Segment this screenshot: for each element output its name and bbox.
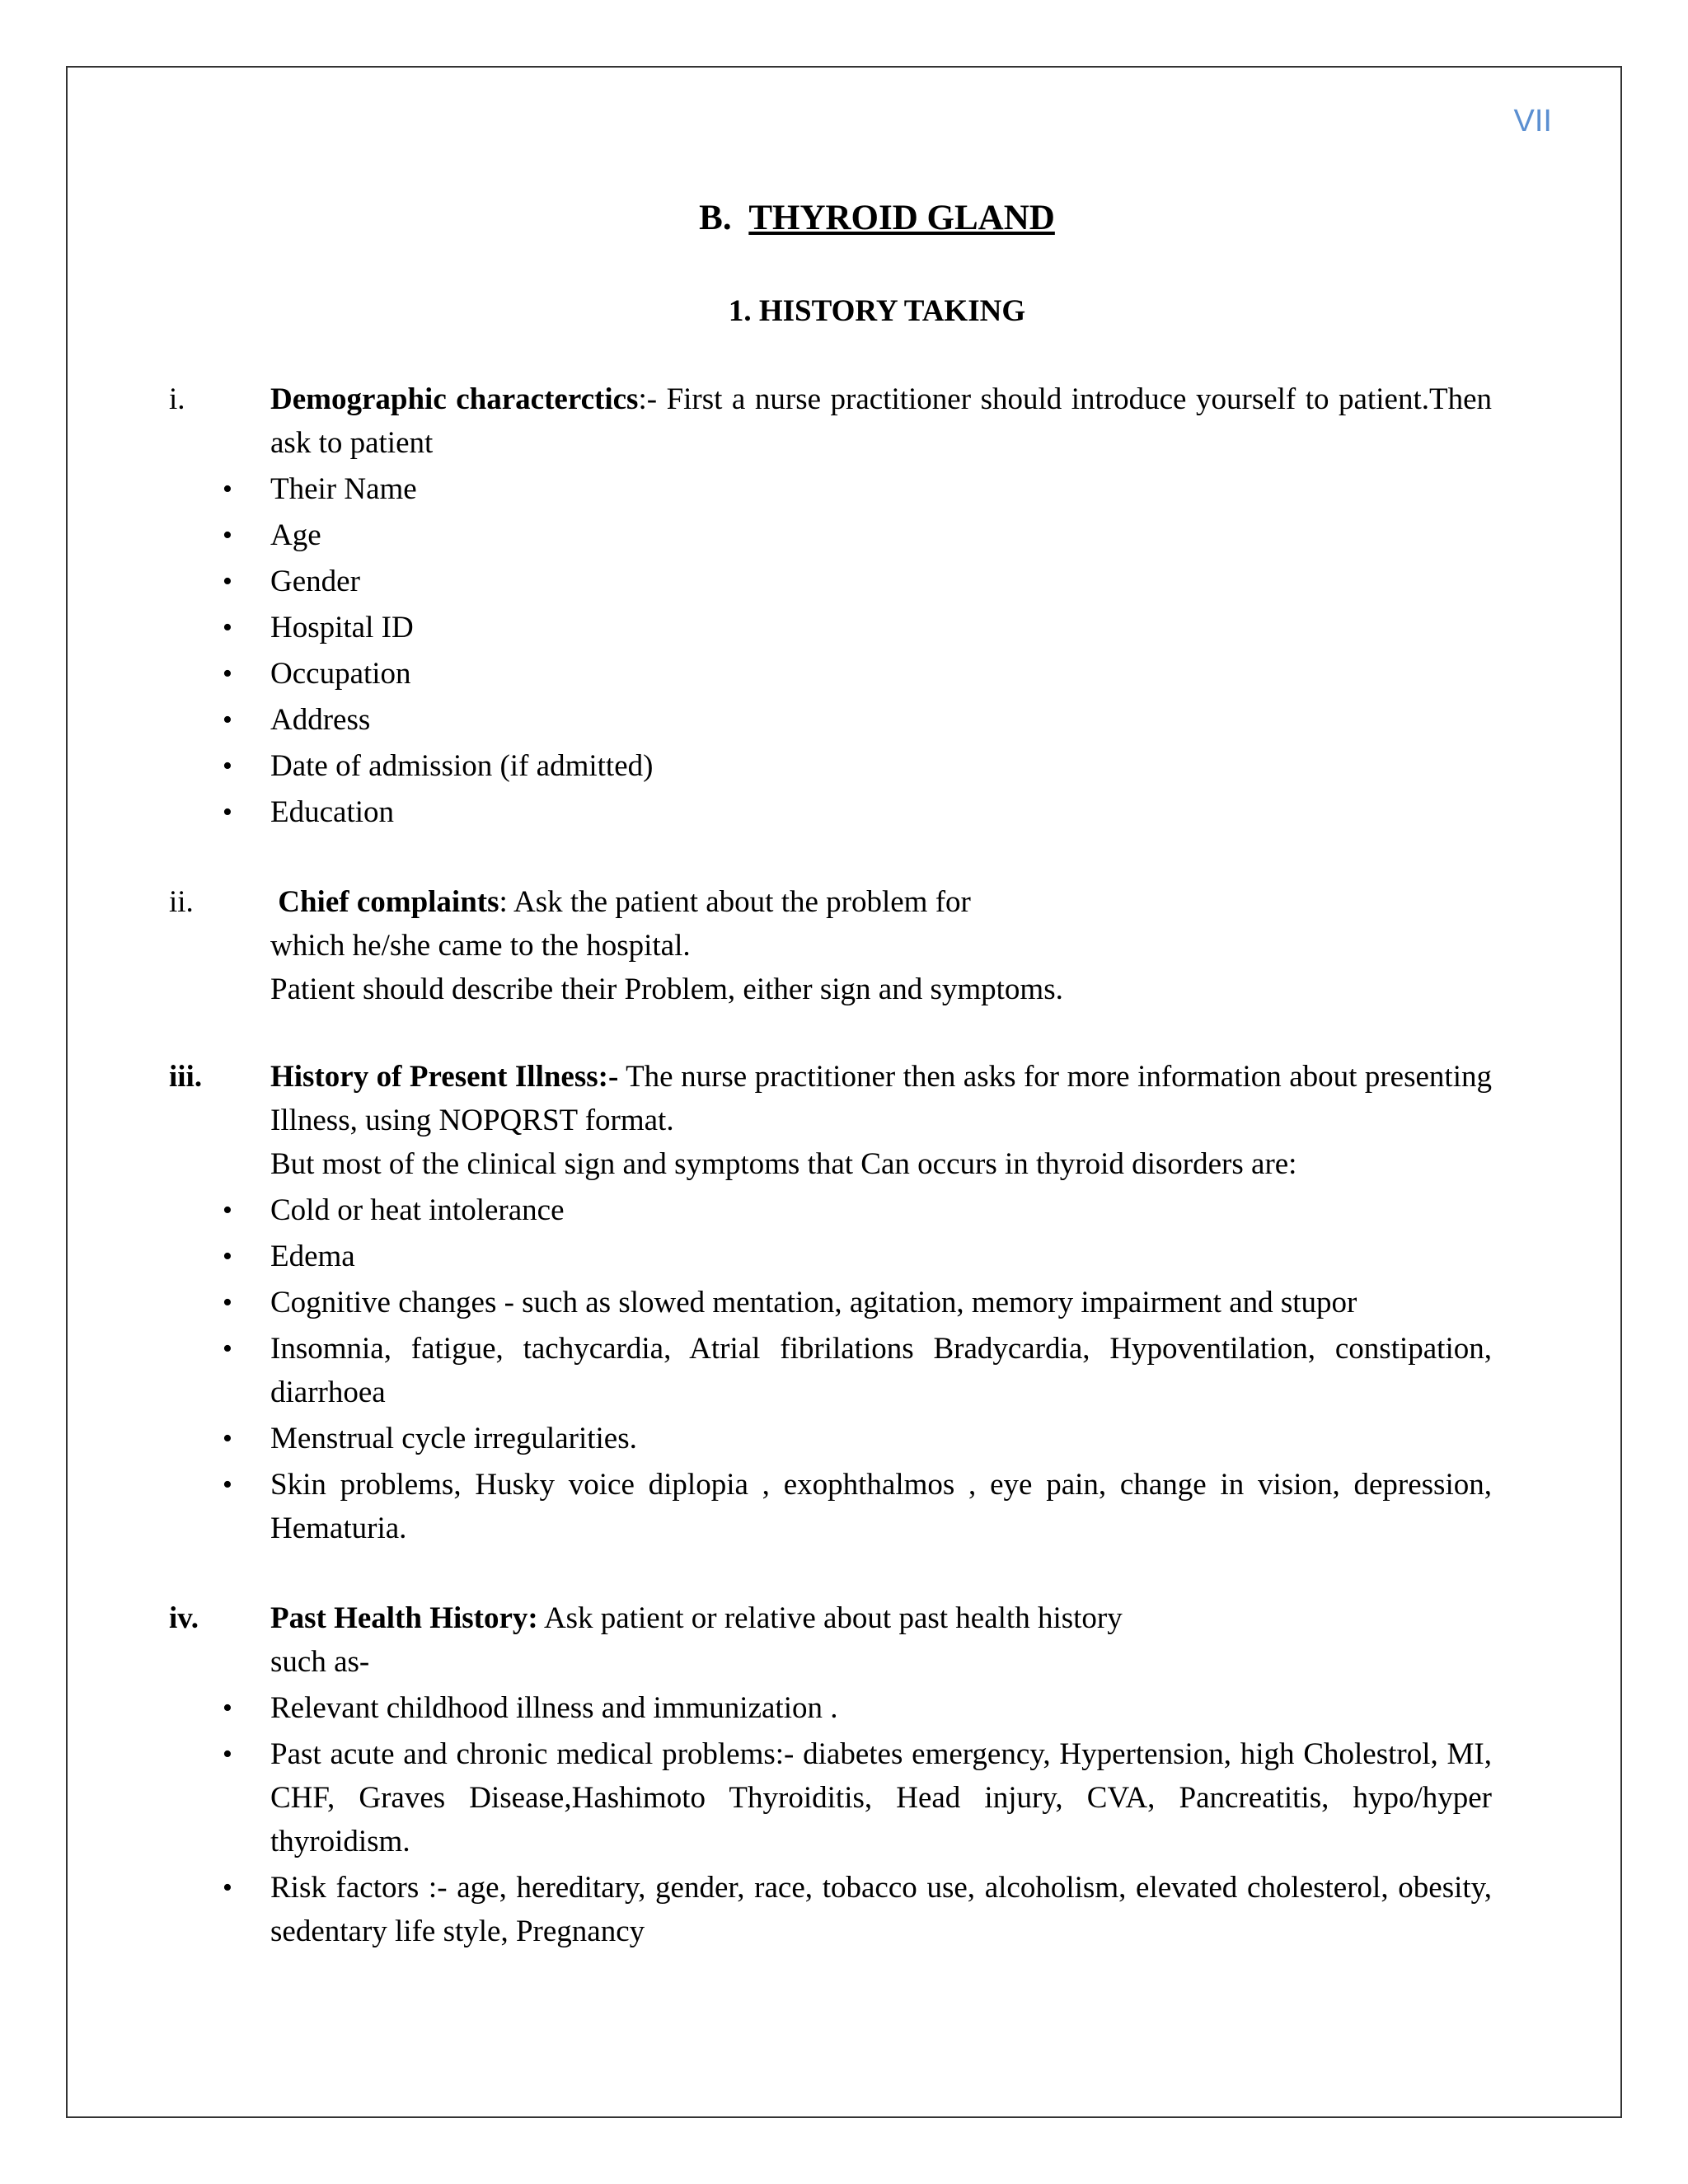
section-past-history bbox=[169, 1596, 1492, 1953]
list-item bbox=[223, 1188, 1492, 1232]
list-item-text: Age bbox=[270, 518, 321, 552]
page-title bbox=[0, 198, 1688, 238]
bullet-icon: • bbox=[223, 520, 232, 551]
list-item-text: Hospital ID bbox=[270, 611, 414, 644]
section-intro bbox=[270, 377, 1492, 465]
bullet-icon: • bbox=[223, 1423, 232, 1454]
list-item bbox=[223, 1732, 1492, 1863]
list-item-text: Address bbox=[270, 703, 371, 737]
bullet-icon: • bbox=[223, 1693, 232, 1723]
bullet-icon: • bbox=[223, 1739, 232, 1769]
section-chief-complaints bbox=[169, 880, 1492, 1011]
list-item-text: Gender bbox=[270, 565, 360, 598]
section-intro-text: :- First a nurse practitioner should introduce yourself to patient.Then ask to patient bbox=[270, 382, 1493, 460]
section-intro bbox=[270, 880, 1492, 924]
section-number: i. bbox=[169, 382, 185, 416]
section-text: which he/she came to the hospital. bbox=[270, 929, 691, 963]
section-heading: Demographic characterctics bbox=[270, 382, 639, 416]
list-item bbox=[223, 1866, 1492, 1953]
title-text: THYROID GLAND bbox=[748, 199, 1055, 237]
list-item bbox=[223, 1686, 1492, 1730]
list-item bbox=[223, 790, 1492, 834]
bullet-icon: • bbox=[223, 751, 232, 781]
list-item bbox=[223, 652, 1492, 696]
list-item-text: Risk factors :- age, hereditary, gender, race, tobacco use, alcoholism, elevated cholesterol, obesity, sedentary life style, Pregnancy bbox=[270, 1871, 1492, 1948]
document-body bbox=[169, 377, 1492, 1956]
bullet-icon: • bbox=[223, 1333, 232, 1364]
list-item-text: Cold or heat intolerance bbox=[270, 1193, 565, 1227]
list-item bbox=[223, 1281, 1492, 1324]
list-item-text: Occupation bbox=[270, 657, 411, 691]
list-item-text: Date of admission (if admitted) bbox=[270, 749, 654, 783]
list-item-text: Insomnia, fatigue, tachycardia, Atrial fibrilations Bradycardia, Hypoventilation, constipation, diarrhoea bbox=[270, 1332, 1492, 1409]
page-number: VII bbox=[1513, 104, 1552, 138]
bullet-icon: • bbox=[223, 658, 232, 689]
list-item-text: Education bbox=[270, 795, 395, 829]
title-prefix: B. bbox=[699, 199, 732, 237]
bullet-icon: • bbox=[223, 1241, 232, 1272]
section-present-illness bbox=[169, 1055, 1492, 1550]
bullet-icon: • bbox=[223, 612, 232, 643]
list-item-text: Cognitive changes - such as slowed mentation, agitation, memory impairment and stupor bbox=[270, 1286, 1357, 1319]
bullet-icon: • bbox=[223, 705, 232, 735]
list-item bbox=[223, 606, 1492, 649]
section-text: But most of the clinical sign and symptoms that Can occurs in thyroid disorders are: bbox=[270, 1147, 1297, 1181]
section-intro-text: Ask patient or relative about past health history bbox=[537, 1601, 1123, 1635]
list-item-text: Edema bbox=[270, 1240, 355, 1273]
section-number: ii. bbox=[169, 885, 194, 919]
section-intro bbox=[270, 1055, 1492, 1142]
section-intro-text: The nurse practitioner then asks for more information about presenting Illness, using NOPQRST format. bbox=[270, 1060, 1492, 1137]
list-item bbox=[223, 467, 1492, 511]
list-item-text: Their Name bbox=[270, 472, 417, 506]
list-item bbox=[223, 744, 1492, 788]
bullet-icon: • bbox=[223, 474, 232, 504]
section-heading: Chief complaints bbox=[278, 885, 499, 919]
list-item bbox=[223, 1235, 1492, 1278]
list-item bbox=[223, 560, 1492, 603]
bullet-icon: • bbox=[223, 1469, 232, 1500]
list-item bbox=[223, 1463, 1492, 1550]
list-item-text: Past acute and chronic medical problems:- diabetes emergency, Hypertension, high Cholestrol, MI, CHF, Graves Disease,Hashimoto Thyroiditis, Head injury, CVA, Pancreatitis, hypo/hyper thyroidism. bbox=[270, 1737, 1492, 1858]
bullet-icon: • bbox=[223, 1287, 232, 1318]
section-number: iii. bbox=[169, 1060, 203, 1094]
list-item-text: Menstrual cycle irregularities. bbox=[270, 1422, 637, 1455]
bullet-icon: • bbox=[223, 1872, 232, 1903]
symptoms-list bbox=[223, 1188, 1492, 1550]
list-item bbox=[223, 513, 1492, 557]
list-item-text: Relevant childhood illness and immunization . bbox=[270, 1691, 838, 1725]
bullet-icon: • bbox=[223, 566, 232, 597]
past-history-list bbox=[223, 1686, 1492, 1953]
section-intro-text: : Ask the patient about the problem for bbox=[499, 885, 971, 919]
list-item bbox=[223, 1327, 1492, 1414]
section-heading: Past Health History: bbox=[270, 1601, 538, 1635]
list-item bbox=[223, 1417, 1492, 1460]
list-item-text: Skin problems, Husky voice diplopia , exophthalmos , eye pain, change in vision, depression, Hematuria. bbox=[270, 1468, 1492, 1545]
section-text: Patient should describe their Problem, either sign and symptoms. bbox=[270, 972, 1063, 1006]
demographics-list bbox=[223, 467, 1492, 834]
bullet-icon: • bbox=[223, 797, 232, 827]
section-subtitle: 1. HISTORY TAKING bbox=[728, 294, 1026, 328]
bullet-icon: • bbox=[223, 1195, 232, 1226]
section-heading: History of Present Illness:- bbox=[270, 1060, 619, 1094]
section-intro bbox=[270, 1596, 1492, 1640]
section-number: iv. bbox=[169, 1601, 199, 1635]
section-text: such as- bbox=[270, 1645, 370, 1679]
list-item bbox=[223, 698, 1492, 742]
section-demographics bbox=[169, 377, 1492, 834]
